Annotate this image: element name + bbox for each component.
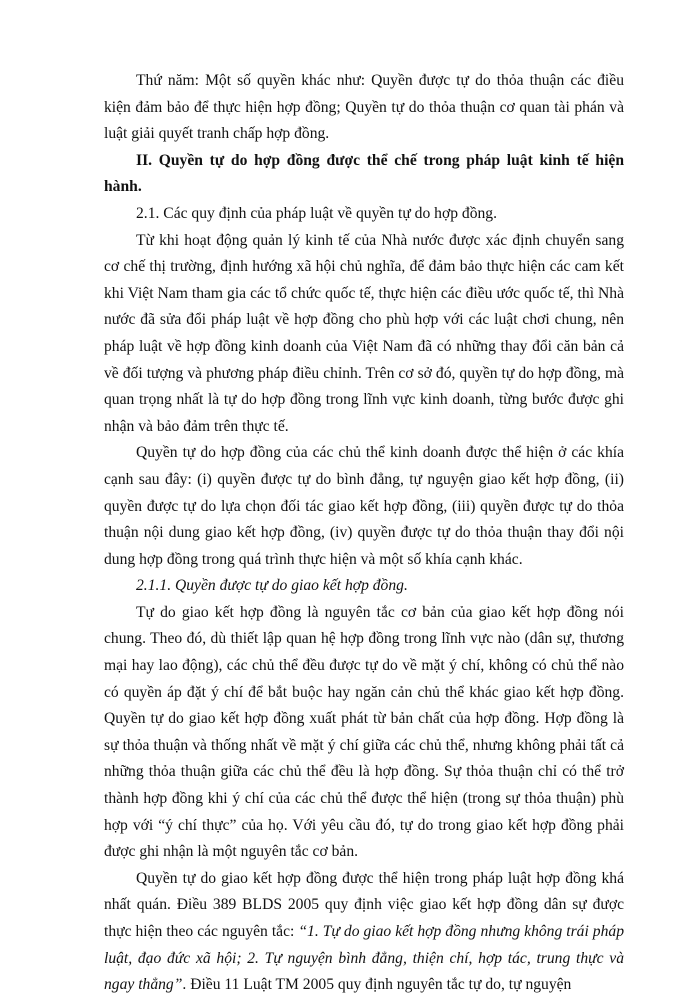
blds-quote-text: “1. Tự do giao kết hợp đồng nhưng không trái pháp luật, đạo đức xã hội; 2. Tự nguyện bình đẳng, thiện chí, hợp tác, trung thực và ngay thẳng” [104, 923, 624, 994]
section-heading-ii: II. Quyền tự do hợp đồng được thể chế trong pháp luật kinh tế hiện hành. [104, 151, 624, 196]
paragraph-principle: Tự do giao kết hợp đồng là nguyên tắc cơ bản của giao kết hợp đồng nói chung. Theo đó, dù thiết lập quan hệ hợp đồng trong lĩnh vực nào (dân sự, thương mại hay lao động), các chủ thể đều được tự do về mặt ý chí, không có chủ thể nào có quyền áp đặt ý chí để bắt buộc hay ngăn cản chủ thể khác giao kết hợp đồng. Quyền tự do giao kết hợp đồng xuất phát từ bản chất của hợp đồng. Hợp đồng là sự thỏa thuận và thống nhất về mặt ý chí giữa các chủ thể, nhưng không phải tất cả những thỏa thuận giữa các chủ thể đều là hợp đồng. Sự thỏa thuận chỉ có thể trở thành hợp đồng khi ý chí của các chủ thể được thể hiện (trong sự thỏa thuận) phù hợp với “ý chí thực” của họ. Với yêu cầu đó, tự do trong giao kết hợp đồng phải được ghi nhận là một nguyên tắc cơ bản. [104, 603, 624, 861]
blds-tail-text: . Điều 11 Luật TM 2005 quy định nguyên tắc tự do, tự nguyện [182, 976, 572, 994]
paragraph-fifth-rights: Thứ năm: Một số quyền khác như: Quyền được tự do thỏa thuận các điều kiện đảm bảo để thực hiện hợp đồng; Quyền tự do thỏa thuận cơ quan tài phán và luật giải quyết tranh chấp hợp đồng. [104, 72, 624, 143]
subsection-heading-2-1: 2.1. Các quy định của pháp luật về quyền tự do hợp đồng. [136, 204, 497, 222]
subsection-heading-2-1-1: 2.1.1. Quyền được tự do giao kết hợp đồng. [136, 577, 408, 595]
document-page [104, 68, 624, 999]
blds-intro-text: Quyền tự do giao kết hợp đồng được thể hiện trong pháp luật hợp đồng khá nhất quán. Điều 389 BLDS 2005 quy định việc giao kết hợp đồng dân sự được thực hiện theo các nguyên tắc: [104, 869, 624, 940]
paragraph-blds [104, 866, 624, 999]
paragraph-transition: Từ khi hoạt động quản lý kinh tế của Nhà nước được xác định chuyển sang cơ chế thị trường, định hướng xã hội chủ nghĩa, để đảm bảo thực hiện các cam kết khi Việt Nam tham gia các tổ chức quốc tế, thực hiện các điều ước quốc tế, thì Nhà nước đã sửa đổi pháp luật về hợp đồng cho phù hợp với các luật chơi chung, nên pháp luật về hợp đồng kinh doanh của Việt Nam đã có những thay đổi căn bản cả về đối tượng và phương pháp điều chỉnh. Trên cơ sở đó, quyền tự do hợp đồng, mà quan trọng nhất là tự do hợp đồng trong lĩnh vực kinh doanh, từng bước được ghi nhận và bảo đảm trên thực tế. [104, 231, 624, 435]
paragraph-aspects: Quyền tự do hợp đồng của các chủ thể kinh doanh được thể hiện ở các khía cạnh sau đây: (i) quyền được tự do bình đẳng, tự nguyện giao kết hợp đồng, (ii) quyền được tự do lựa chọn đối tác giao kết hợp đồng, (iii) quyền được tự do thỏa thuận nội dung giao kết hợp đồng, (iv) quyền được tự do thỏa thuận thay đổi nội dung hợp đồng trong quá trình thực hiện và một số khía cạnh khác. [104, 444, 624, 568]
